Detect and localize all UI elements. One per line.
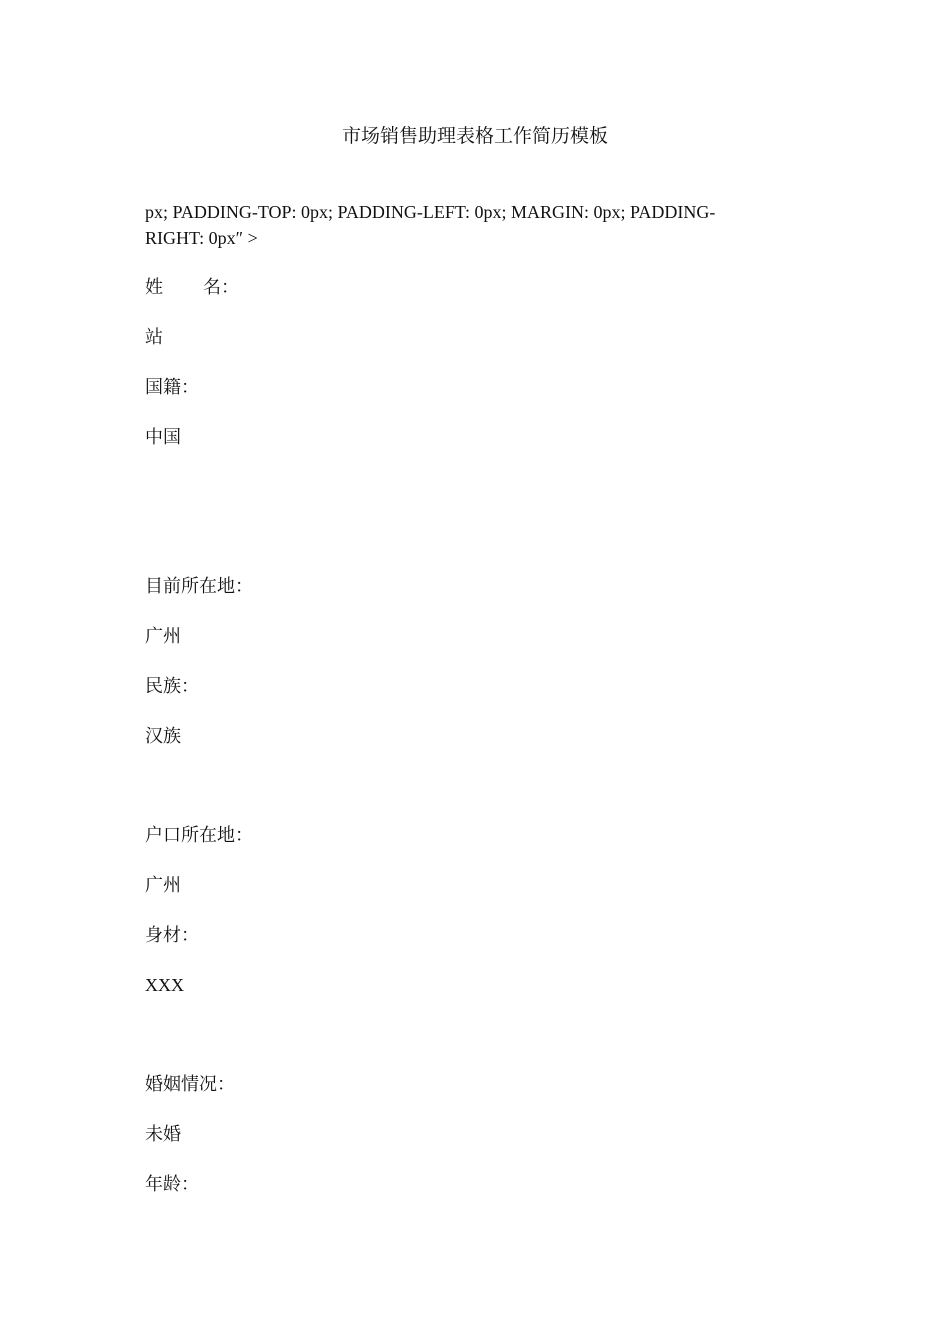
code-fragment-line-2: RIGHT: 0px″ >: [145, 228, 258, 248]
code-fragment-line-1: px; PADDING-TOP: 0px; PADDING-LEFT: 0px; MARGIN: 0px; PADDING-: [145, 202, 716, 222]
build-value: XXX: [145, 975, 184, 995]
hukou-value: 广州: [145, 875, 181, 895]
build-label: 身材：: [145, 925, 199, 945]
marital-status-value: 未婚: [145, 1124, 181, 1144]
nationality-label: 国籍：: [145, 377, 199, 397]
marital-status-label: 婚姻情况：: [145, 1074, 235, 1094]
ethnicity-value: 汉族: [145, 726, 181, 746]
name-label-char-1: 姓: [145, 277, 163, 297]
name-value: 站: [145, 327, 163, 347]
name-label-char-2: 名：: [203, 277, 239, 297]
name-label: [145, 274, 239, 300]
ethnicity-label: 民族：: [145, 676, 199, 696]
hukou-label: 户口所在地：: [145, 825, 253, 845]
current-location-value: 广州: [145, 626, 181, 646]
age-label: 年龄：: [145, 1174, 199, 1194]
current-location-label: 目前所在地：: [145, 576, 253, 596]
nationality-value: 中国: [145, 427, 181, 447]
document-title: 市场销售助理表格工作简历模板: [341, 126, 608, 147]
